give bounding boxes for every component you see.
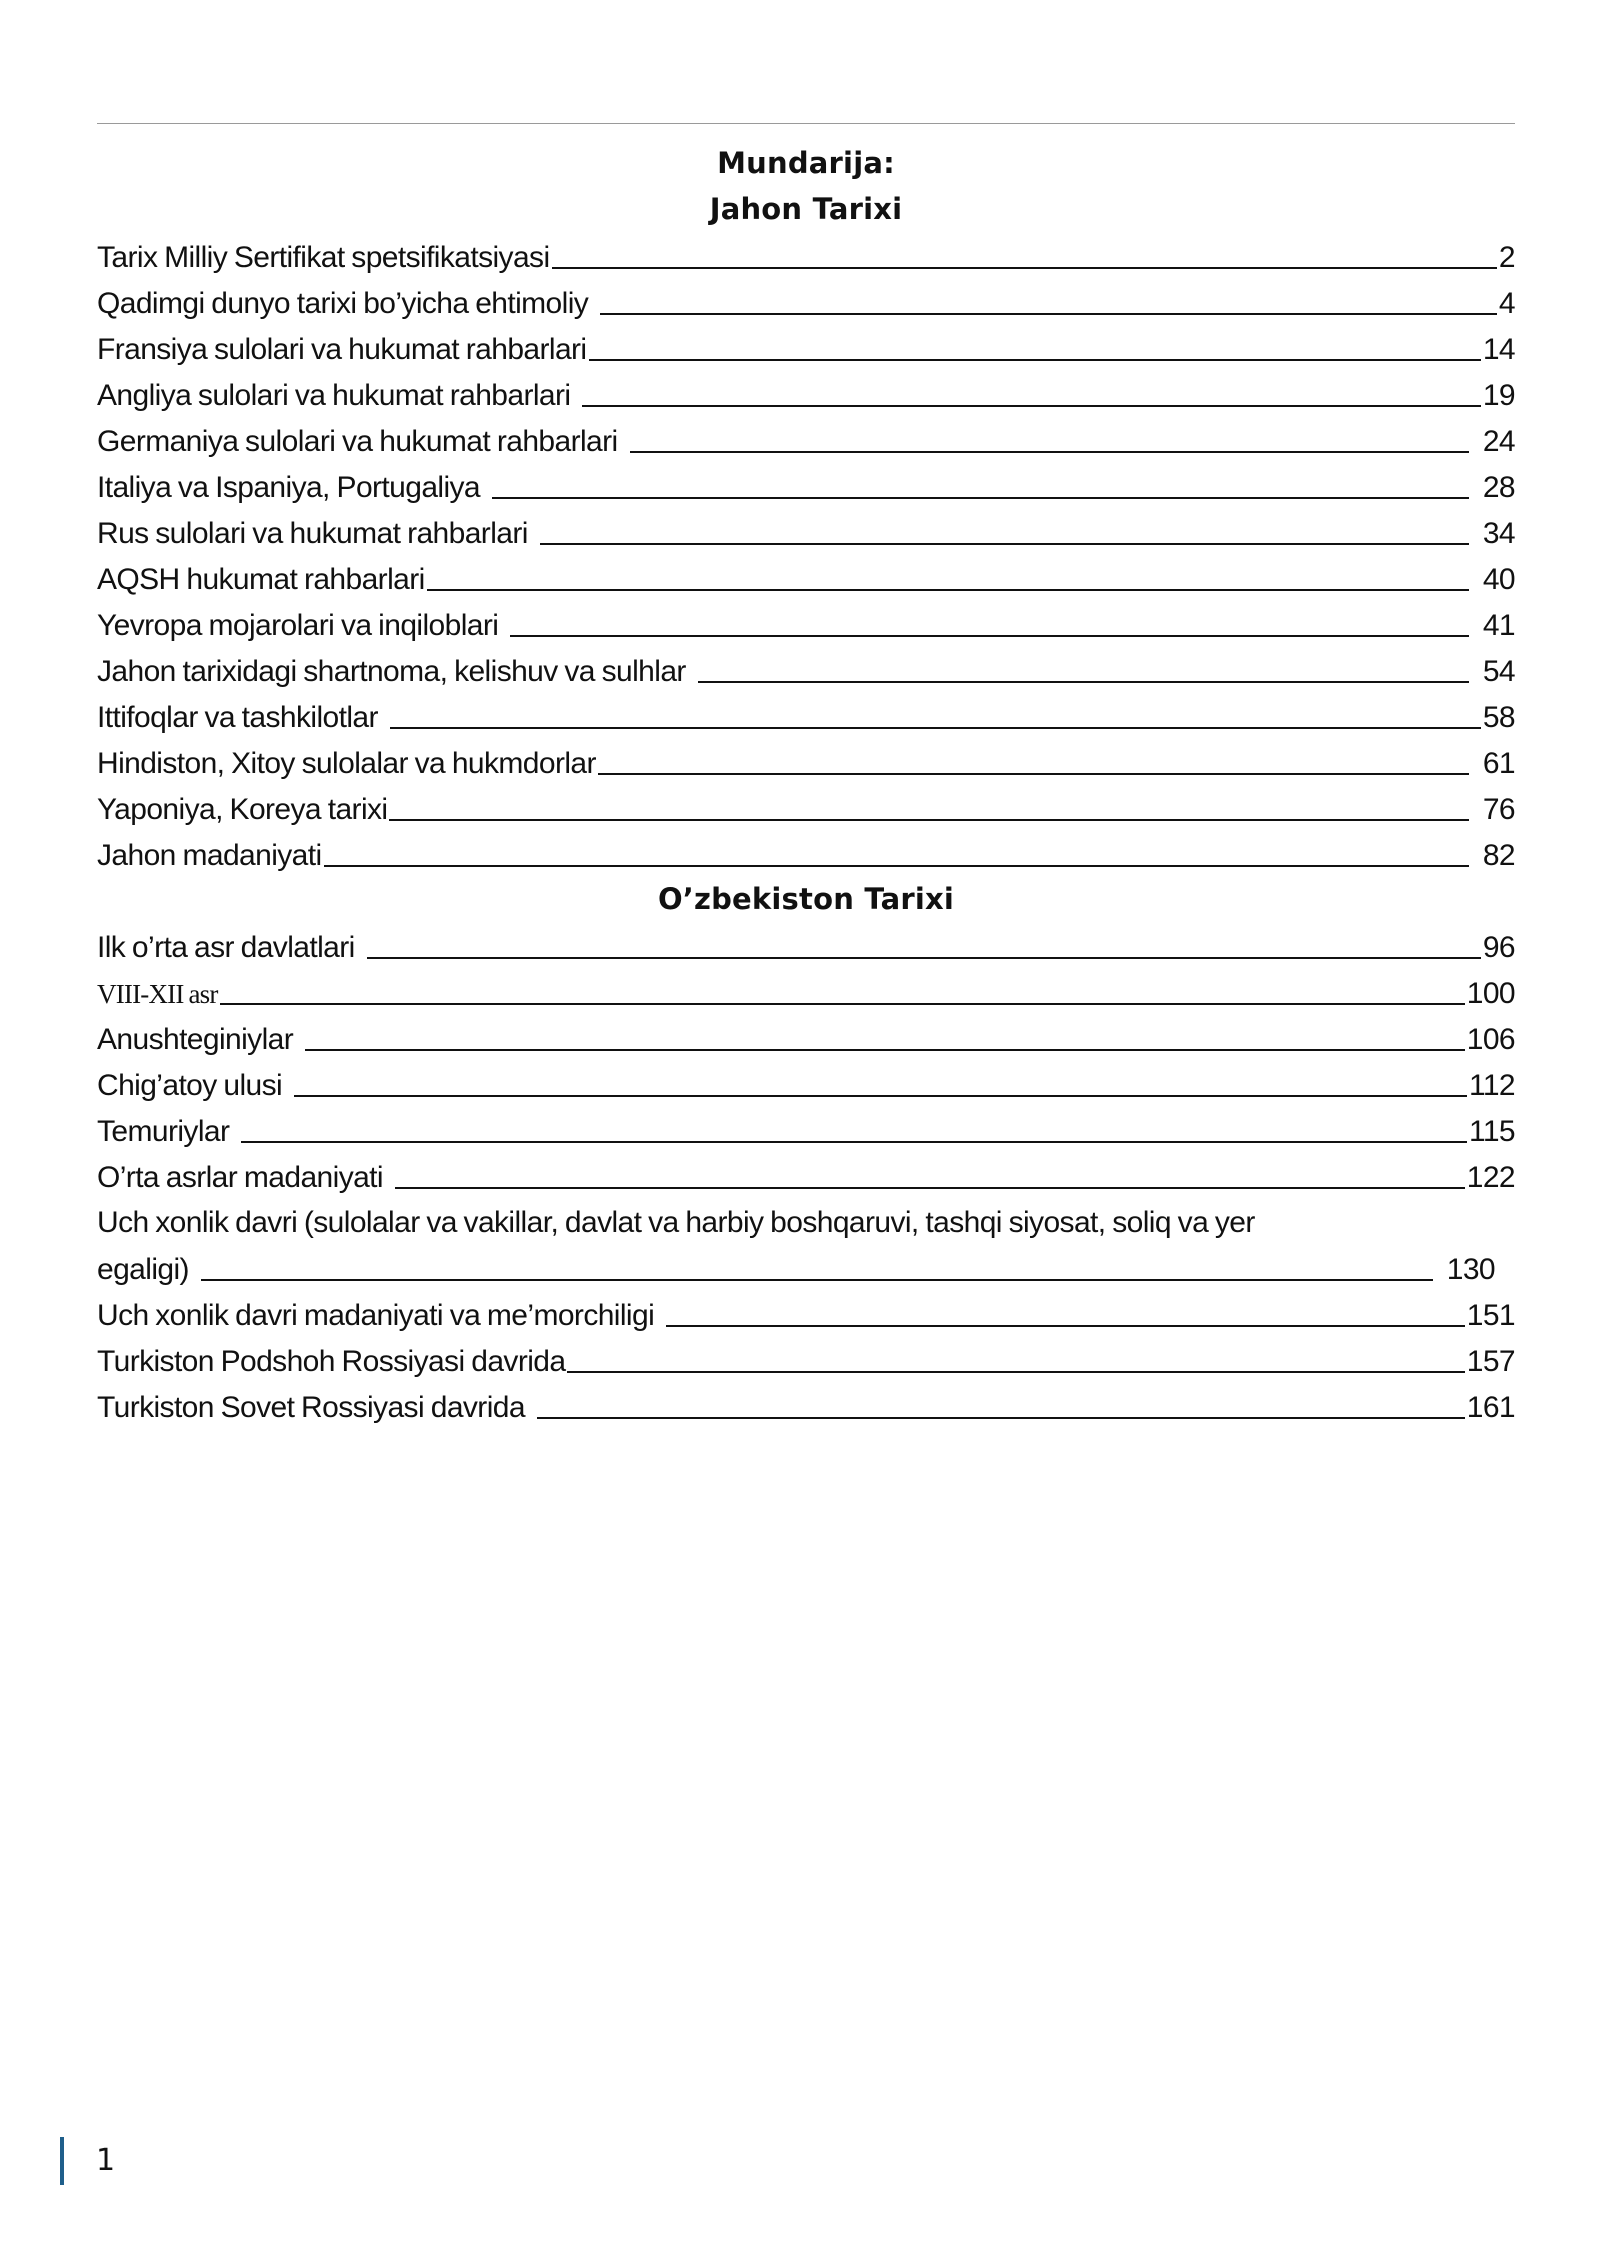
toc-entry-title: Hindiston, Xitoy sulolalar va hukmdorlar [97,747,596,780]
toc-entry-title: Anushteginiylar [97,1023,294,1056]
toc-entry-page: 2 [1498,241,1515,274]
toc-entry[interactable] [97,416,1515,462]
toc-entry[interactable] [97,232,1515,278]
toc-entry-page: 115 [1468,1115,1515,1148]
header-rule [97,123,1515,124]
toc-entry-page: 161 [1466,1391,1515,1424]
toc-title: Mundarija: [717,146,895,180]
toc-entry-page: 54 [1482,655,1515,688]
toc-entry[interactable] [97,1106,1515,1152]
footer-page-number: 1 [96,2143,116,2178]
toc-entry[interactable] [97,646,1515,692]
toc-entry-page: 61 [1482,747,1515,780]
toc-entry-page: 96 [1482,931,1515,964]
table-of-contents [97,140,1515,1428]
toc-entry-title: Uch xonlik davri madaniyati va me’morchiligi [97,1299,655,1332]
toc-leader-line [567,1371,1464,1373]
toc-entry-page: 40 [1482,563,1515,596]
toc-entry[interactable] [97,370,1515,416]
toc-entry-title: Ilk o’rta asr davlatlari [97,931,355,964]
toc-entry-title: Jahon tarixidagi shartnoma, kelishuv va sulhlar [97,655,686,688]
section-heading-jahon-tarixi: Jahon Tarixi [709,192,903,226]
toc-leader-line [390,727,1481,729]
toc-leader-line [305,1049,1465,1051]
toc-entry-title: Angliya sulolari va hukumat rahbarlari [97,379,571,412]
toc-leader-line [395,1187,1465,1189]
toc-entry-title-line1: Uch xonlik davri (sulolalar va vakillar, davlat va harbiy boshqaruvi, tashqi siyosat, soliq va yer [97,1206,1255,1239]
toc-entry[interactable] [97,1060,1515,1106]
toc-entry-page: 122 [1466,1161,1515,1194]
toc-entry[interactable] [97,968,1515,1014]
toc-entry-page: 151 [1466,1299,1515,1332]
toc-entry-title: VIII-XII asr [97,979,218,1009]
section-heading-ozbekiston-tarixi: O’zbekiston Tarixi [657,882,955,916]
toc-entry[interactable] [97,784,1515,830]
toc-entry-page: 28 [1482,471,1515,504]
toc-entry-page: 100 [1466,977,1515,1010]
toc-entry-page: 4 [1498,287,1515,320]
toc-leader-line [698,681,1469,683]
toc-leader-line [427,589,1469,591]
toc-entry-title: Tarix Milliy Sertifikat spetsifikatsiyasi [97,241,550,274]
toc-leader-line [294,1095,1467,1097]
toc-entry-title: Ittifoqlar va tashkilotlar [97,701,378,734]
toc-leader-line [600,313,1497,315]
toc-entry-title: Turkiston Sovet Rossiyasi davrida [97,1391,525,1424]
toc-entry-continuation [97,1244,1515,1290]
toc-entry[interactable] [97,1382,1515,1428]
toc-entry-page: 14 [1482,333,1515,366]
toc-entry-page: 157 [1466,1345,1515,1378]
toc-entry[interactable] [97,554,1515,600]
toc-entry-title: Qadimgi dunyo tarixi bo’yicha ehtimoliy [97,287,589,320]
toc-entry[interactable] [97,692,1515,738]
toc-entry-title: Chig’atoy ulusi [97,1069,283,1102]
toc-entry-title: Turkiston Podshoh Rossiyasi davrida [97,1345,566,1378]
toc-entry[interactable] [97,922,1515,968]
toc-leader-line [582,405,1480,407]
toc-leader-line [540,543,1469,545]
toc-leader-line [666,1325,1465,1327]
toc-entry-multiline[interactable] [97,1198,1515,1290]
toc-entry-page: 24 [1482,425,1515,458]
toc-leader-line [630,451,1469,453]
toc-entry-page: 58 [1482,701,1515,734]
toc-entry[interactable] [97,324,1515,370]
toc-leader-line [552,267,1497,269]
toc-leader-line [492,497,1469,499]
toc-entry[interactable] [97,462,1515,508]
toc-entry[interactable] [97,600,1515,646]
toc-entry-title: O’rta asrlar madaniyati [97,1161,383,1194]
toc-entry-title: AQSH hukumat rahbarlari [97,563,425,596]
toc-leader-line [324,865,1469,867]
toc-entry[interactable] [97,508,1515,554]
toc-entry-title: Yevropa mojarolari va inqiloblari [97,609,499,642]
toc-entry[interactable] [97,278,1515,324]
toc-entry-page: 82 [1482,839,1515,872]
toc-leader-line [510,635,1469,637]
toc-entry-title: Rus sulolari va hukumat rahbarlari [97,517,528,550]
toc-entry[interactable] [97,1336,1515,1382]
toc-entry[interactable] [97,1152,1515,1198]
toc-leader-line [241,1141,1467,1143]
toc-entry-page: 76 [1482,793,1515,826]
toc-entry-title: Jahon madaniyati [97,839,322,872]
toc-leader-line [367,957,1481,959]
toc-entry-page: 34 [1482,517,1515,550]
toc-entry-page: 130 [1446,1253,1495,1286]
toc-entry[interactable] [97,1290,1515,1336]
footer-accent-bar [60,2137,64,2185]
toc-leader-line [537,1417,1465,1419]
toc-leader-line [589,359,1481,361]
toc-leader-line [201,1279,1433,1281]
toc-entry[interactable] [97,738,1515,784]
toc-entry-title: Yaponiya, Koreya tarixi [97,793,388,826]
toc-entry[interactable] [97,830,1515,876]
toc-leader-line [598,773,1469,775]
toc-entry-page: 106 [1466,1023,1515,1056]
toc-entry[interactable] [97,1014,1515,1060]
toc-entry-title: Temuriylar [97,1115,230,1148]
toc-entry-title-line2: egaligi) [97,1253,189,1286]
toc-entry-page: 112 [1468,1069,1515,1102]
toc-entry-title: Italiya va Ispaniya, Portugaliya [97,471,481,504]
toc-leader-line [389,819,1468,821]
toc-entry-page: 41 [1482,609,1515,642]
toc-entry-title: Fransiya sulolari va hukumat rahbarlari [97,333,587,366]
toc-entry-title: Germaniya sulolari va hukumat rahbarlari [97,425,618,458]
toc-entry-page: 19 [1482,379,1515,412]
toc-leader-line [220,1003,1465,1005]
